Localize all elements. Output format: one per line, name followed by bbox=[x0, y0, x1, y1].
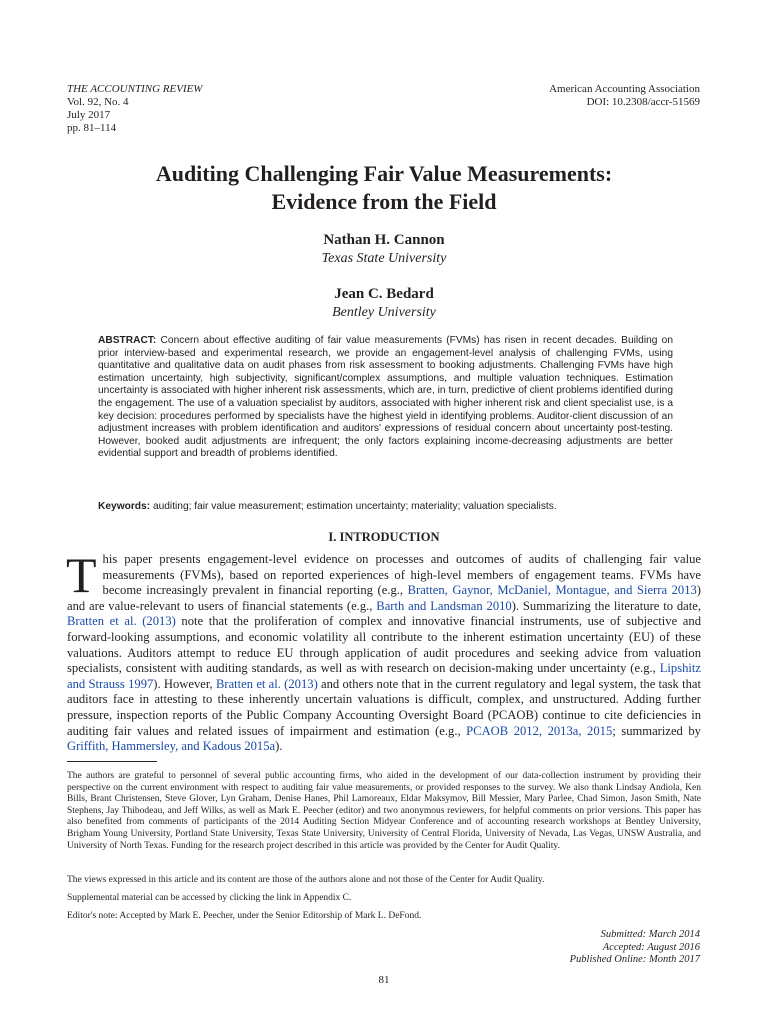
doi: DOI: 10.2308/accr-51569 bbox=[586, 96, 700, 108]
section-heading: I. INTRODUCTION bbox=[328, 530, 440, 544]
introduction-paragraph bbox=[66, 547, 702, 755]
author-name: Nathan H. Cannon bbox=[323, 232, 445, 248]
author-name: Jean C. Bedard bbox=[334, 286, 434, 302]
views-footnote: The views expressed in this article and its content are those of the authors alone and not those of the Center for Audit Quality. bbox=[67, 875, 545, 885]
article-title bbox=[80, 160, 688, 216]
citation-link[interactable]: Lipshitz and Strauss 1997 bbox=[67, 661, 701, 691]
intro-text: note that the proliferation of complex and innovative financial instruments, use of subjective and forward-looking assumptions, and economic volatility all contribute to the inherent estimation uncertainty (EU) of these valuations. Auditors attempt to reduce EU through application of audit procedures and seeking advice from valuation specialists, consistent with auditing standards, as well as with research on decision-making under uncertainty (e.g., bbox=[67, 614, 701, 676]
abstract bbox=[98, 335, 673, 461]
intro-text: ; summarized by bbox=[612, 723, 701, 738]
drop-cap: T bbox=[66, 547, 97, 603]
journal-name: THE ACCOUNTING REVIEW bbox=[67, 83, 203, 95]
keywords-text: auditing; fair value measurement; estimation uncertainty; materiality; valuation specialists. bbox=[152, 501, 557, 512]
journal-date: July 2017 bbox=[67, 109, 111, 121]
intro-text: and others note that in the current regulatory and legal system, the task that auditors face in attesting to these inherently uncertain valuations is difficult, complex, and unstructured. Adding further pressure, inspection reports of the Public Company Accounting Oversight Board (PCAOB) continue to cite deficiencies in auditing fair values and related issues of impairment and estimation (e.g., bbox=[67, 676, 701, 738]
abstract-text: Concern about effective auditing of fair value measurements (FVMs) has risen in recent decades. Building on prior interview-based and experimental research, we provide an engagement-level analysis of challenging FVMs, using quantitative and qualitative data on audit phases from risk assessment to booking adjustments. Challenging FVMs have high estimation uncertainty, high subjectivity, significant/complex assumptions, and multiple valuation techniques. Estimation uncertainty is associated with higher inherent risk assessments, which are, in turn, predictive of client problems identified during the engagement. The use of a valuation specialist by auditors, associated with higher inherent risk and client specialist use, is a key decision: procedures performed by specialists have the highest yield in identifying problems. Auditor-client discussion of an adjustment increases with problem identification and auditors' expressions of residual concern about uncertainty post-testing. However, booked audit adjustments are infrequent; the only factors explaining income-decreasing adjustments are better evidential support and breadth of problems identified. bbox=[98, 335, 673, 460]
journal-volume: Vol. 92, No. 4 bbox=[67, 96, 129, 108]
title-line-1: Auditing Challenging Fair Value Measurements: bbox=[155, 161, 613, 186]
author-affiliation: Bentley University bbox=[332, 305, 436, 320]
abstract-label: ABSTRACT: bbox=[98, 335, 157, 346]
keywords bbox=[98, 500, 673, 513]
journal-pages: pp. 81–114 bbox=[67, 122, 117, 134]
citation-link[interactable]: Bratten, Gaynor, McDaniel, Montague, and Sierra 2013 bbox=[407, 583, 697, 598]
page-number: 81 bbox=[378, 974, 390, 986]
citation-link[interactable]: Barth and Landsman 2010 bbox=[376, 598, 512, 613]
title-line-2: Evidence from the Field bbox=[271, 189, 497, 214]
citation-link[interactable]: Bratten et al. (2013) bbox=[67, 614, 176, 629]
intro-text: ). However, bbox=[153, 676, 216, 691]
publisher-header bbox=[549, 83, 700, 109]
journal-header bbox=[67, 83, 202, 135]
citation-link[interactable]: Bratten et al. (2013) bbox=[215, 676, 318, 691]
editor-note-footnote: Editor's note: Accepted by Mark E. Peecher, under the Senior Editorship of Mark L. DeFond. bbox=[67, 911, 422, 921]
intro-text: his paper presents engagement-level evidence on processes and outcomes of audits of challenging fair value measurements (FVMs), based on reported experiences of high-level members of engagement teams. FVMs have become increasingly prevalent in financial reporting (e.g., bbox=[102, 552, 701, 598]
author-affiliation: Texas State University bbox=[321, 251, 447, 266]
publication-dates bbox=[570, 929, 700, 967]
intro-text: ) and are value-relevant to users of financial statements (e.g., bbox=[67, 583, 701, 613]
citation-link[interactable]: PCAOB 2012, 2013a, 2015 bbox=[466, 723, 613, 738]
intro-text: ). bbox=[275, 739, 283, 754]
published-date: Published Online: Month 2017 bbox=[569, 954, 700, 965]
keywords-label: Keywords: bbox=[98, 501, 151, 512]
accepted-date: Accepted: August 2016 bbox=[602, 941, 700, 953]
association-name: American Accounting Association bbox=[549, 83, 700, 95]
footnote-divider bbox=[67, 761, 157, 762]
citation-link[interactable]: Griffith, Hammersley, and Kadous 2015a bbox=[67, 739, 276, 754]
submitted-date: Submitted: March 2014 bbox=[600, 929, 700, 940]
acknowledgments-footnote: The authors are grateful to personnel of several public accounting firms, who aided in the development of our data-collection instrument by providing their perspective on the current environment with respect to auditing fair value measurements, or provided responses to the survey. We also thank Lindsay Andiola, Ken Bills, Brant Christensen, Steve Glover, Lyn Graham, Denise Hanes, Phil Lamoreaux, Eldar Maksymov, Bill Messier, Mary Parlee, Chad Simon, Jason Smith, Nate Stephens, Jay Thibodeau, and Jeff Wilks, as well as Mark E. Peecher (editor) and two anonymous reviewers, for helpful comments on prior versions. This paper has also benefited from comments of participants of the 2014 Auditing Section Midyear Conference and of accounting research workshops at Bentley University, Brigham Young University, Portland State University, Texas State University, University of Central Florida, University of Nevada, Las Vegas, UNSW Australia, and University of North Texas. Funding for the research project described in this article was provided by the Center for Audit Quality. bbox=[67, 771, 701, 851]
intro-text: ). Summarizing the literature to date, bbox=[511, 598, 702, 613]
supplemental-footnote: Supplemental material can be accessed by clicking the link in Appendix C. bbox=[67, 893, 352, 903]
